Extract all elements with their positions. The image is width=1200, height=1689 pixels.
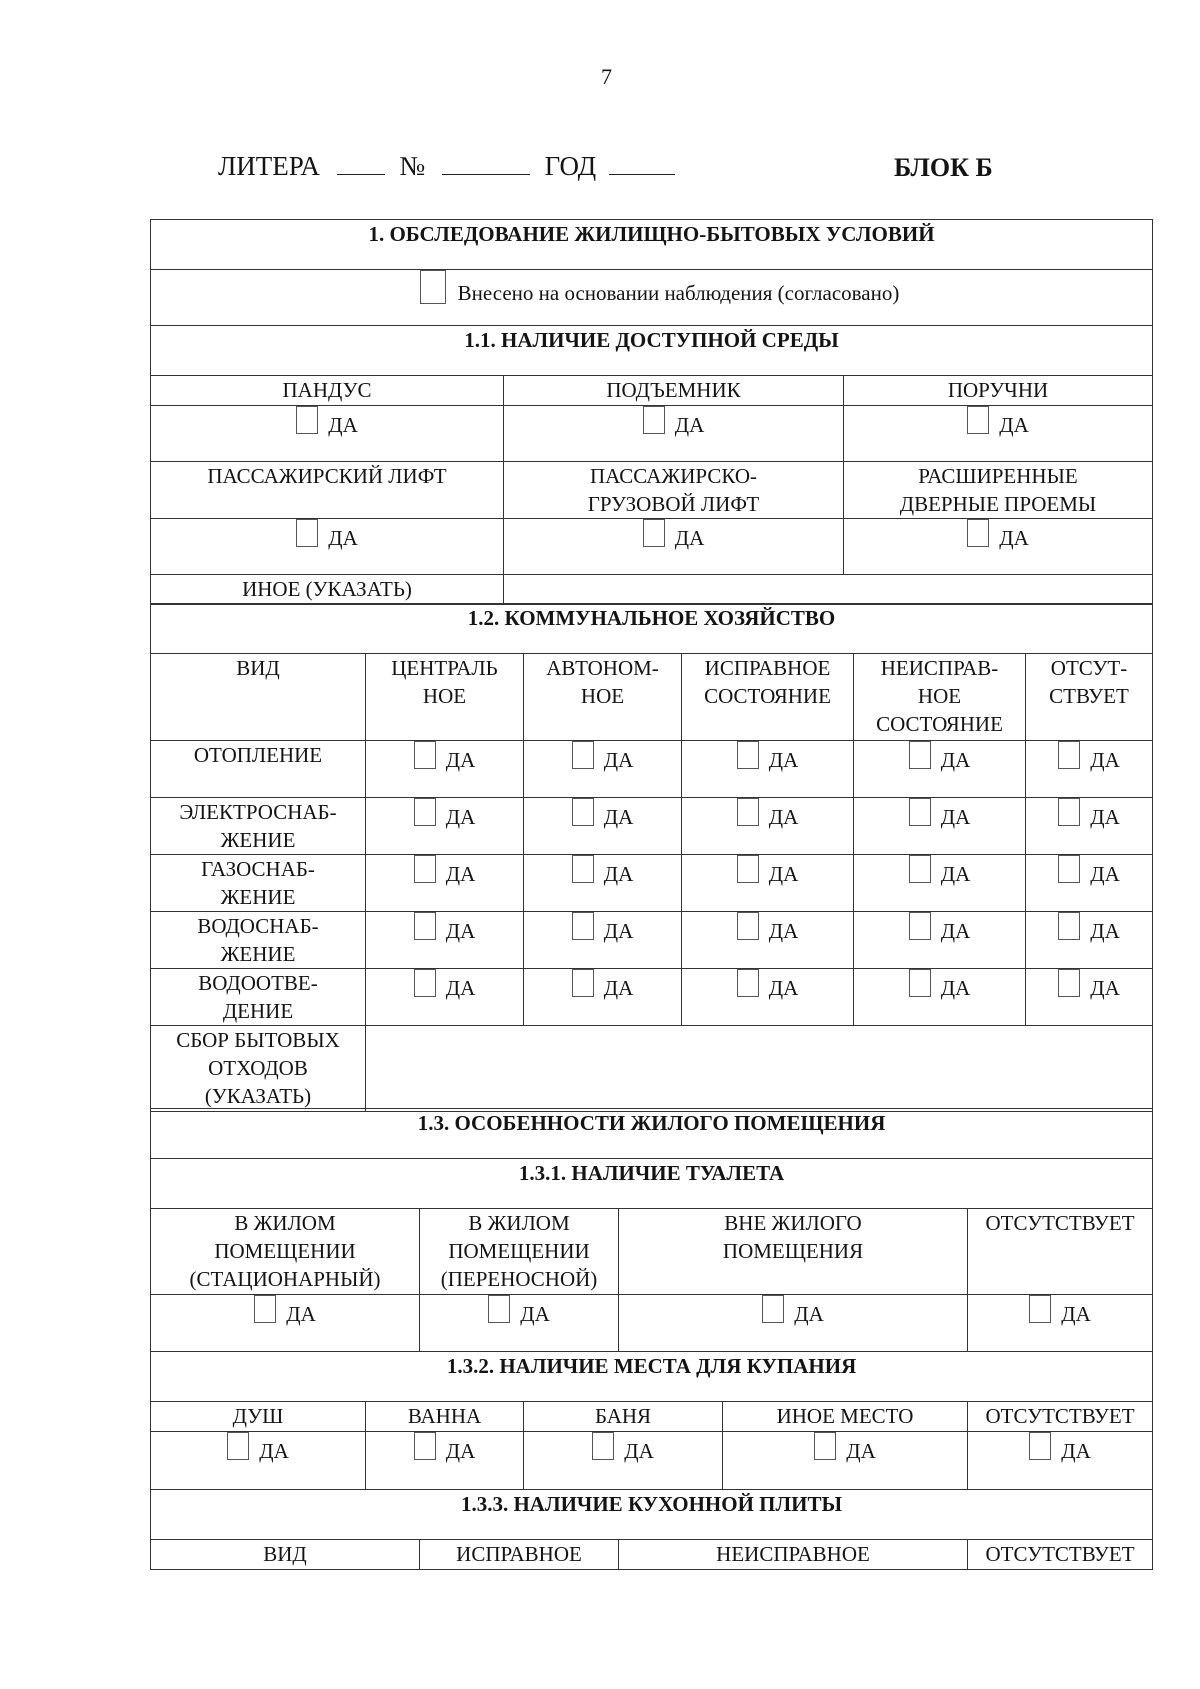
waste-field[interactable] xyxy=(366,1026,1153,1112)
gas-broken-checkbox[interactable] xyxy=(909,855,931,883)
checkbox-cell xyxy=(682,969,854,1026)
stove-type-label: ВИД xyxy=(151,1540,420,1570)
section-1-3-2-title: 1.3.2. НАЛИЧИЕ МЕСТА ДЛЯ КУПАНИЯ xyxy=(151,1352,1153,1402)
bath-label: ВАННА xyxy=(366,1402,524,1432)
stove-broken-label: НЕИСПРАВНОЕ xyxy=(619,1540,968,1570)
checkbox-cell xyxy=(619,1295,968,1352)
cell-text-line: ДВЕРНЫЕ ПРОЕМЫ xyxy=(899,492,1097,516)
cell-text-line: ВОДООТВЕ- xyxy=(198,971,318,995)
section-1-2-title: 1.2. КОММУНАЛЬНОЕ ХОЗЯЙСТВО xyxy=(151,604,1153,654)
gas-central-checkbox[interactable] xyxy=(414,855,436,883)
yes-label: ДА xyxy=(768,919,799,943)
checkbox-cell xyxy=(524,912,682,969)
checkbox-cell xyxy=(151,1295,420,1352)
toilet-absent-checkbox[interactable] xyxy=(1029,1295,1051,1323)
col-autonomous xyxy=(524,654,682,741)
col-broken xyxy=(854,654,1026,741)
cell-text-line: ПОМЕЩЕНИИ xyxy=(214,1239,356,1263)
electricity-central-checkbox[interactable] xyxy=(414,798,436,826)
checkbox-cell xyxy=(1026,855,1153,912)
gas-absent-checkbox[interactable] xyxy=(1058,855,1080,883)
ramp-yes xyxy=(151,406,504,462)
cell-text-line: НЕИСПРАВ- xyxy=(880,656,999,680)
checkbox-cell xyxy=(366,855,524,912)
handrails-yes xyxy=(844,406,1153,462)
yes-label: ДА xyxy=(1090,976,1120,1000)
observation-note: Внесено на основании наблюдения (согласовано) xyxy=(457,281,900,305)
yes-label: ДА xyxy=(445,862,476,886)
cell-text-line: ОТСУТ- xyxy=(1050,656,1128,680)
checkbox-cell xyxy=(968,1432,1153,1490)
freight-lift-label xyxy=(504,462,844,519)
number-label: № xyxy=(399,151,426,181)
observation-checkbox[interactable] xyxy=(420,270,446,304)
toilet-absent-label xyxy=(968,1209,1153,1295)
cell-text-line: ИСПРАВНОЕ xyxy=(704,656,831,680)
checkbox-cell xyxy=(524,969,682,1026)
yes-label: ДА xyxy=(445,919,476,943)
cell-text-line: СБОР БЫТОВЫХ xyxy=(176,1028,340,1052)
lift-checkbox[interactable] xyxy=(643,406,665,434)
cell-text-line: ГРУЗОВОЙ ЛИФТ xyxy=(587,492,760,516)
yes-label: ДА xyxy=(1061,1302,1091,1326)
toilet-outdoor-checkbox[interactable] xyxy=(762,1295,784,1323)
other-place-label: ИНОЕ МЕСТО xyxy=(723,1402,968,1432)
gas-autonomous-checkbox[interactable] xyxy=(572,855,594,883)
cell-text-line: ЦЕНТРАЛЬ xyxy=(391,656,498,680)
yes-label: ДА xyxy=(940,976,971,1000)
block-label: БЛОК Б xyxy=(894,153,993,182)
accessibility-table xyxy=(150,219,1153,605)
bath-checkbox[interactable] xyxy=(414,1432,436,1460)
gas-working-checkbox[interactable] xyxy=(737,855,759,883)
checkbox-cell xyxy=(366,969,524,1026)
sewerage-absent-checkbox[interactable] xyxy=(1058,969,1080,997)
yes-label: ДА xyxy=(259,1439,289,1463)
water-autonomous-checkbox[interactable] xyxy=(572,912,594,940)
checkbox-cell xyxy=(854,855,1026,912)
checkbox-cell xyxy=(682,798,854,855)
section-1-3-title: 1.3. ОСОБЕННОСТИ ЖИЛОГО ПОМЕЩЕНИЯ xyxy=(151,1109,1153,1159)
yes-label: ДА xyxy=(940,862,971,886)
yes-label: ДА xyxy=(603,805,634,829)
checkbox-cell xyxy=(682,741,854,798)
yes-label: ДА xyxy=(940,805,971,829)
cell-text-line: ГАЗОСНАБ- xyxy=(201,857,315,881)
handrails-label: ПОРУЧНИ xyxy=(844,376,1153,406)
heating-absent-checkbox[interactable] xyxy=(1058,741,1080,769)
checkbox-cell xyxy=(524,855,682,912)
toilet-indoor-fixed-checkbox[interactable] xyxy=(254,1295,276,1323)
yes-label: ДА xyxy=(520,1302,550,1326)
checkbox-cell xyxy=(420,1295,619,1352)
yes-label: ДА xyxy=(794,1302,824,1326)
cell-text-line: НОЕ xyxy=(580,684,625,708)
passenger-lift-yes xyxy=(151,519,504,575)
lift-label: ПОДЪЕМНИК xyxy=(504,376,844,406)
freight-lift-yes xyxy=(504,519,844,575)
sewerage-broken-checkbox[interactable] xyxy=(909,969,931,997)
checkbox-cell xyxy=(854,912,1026,969)
yes-label: ДА xyxy=(445,805,476,829)
yes-label: ДА xyxy=(768,805,799,829)
yes-label: ДА xyxy=(445,976,476,1000)
wide-doors-checkbox[interactable] xyxy=(967,519,989,547)
number-field[interactable] xyxy=(442,152,530,175)
cell-text-line: СТВУЕТ xyxy=(1049,684,1129,708)
yes-label: ДА xyxy=(328,526,358,550)
checkbox-cell xyxy=(968,1295,1153,1352)
electricity-autonomous-checkbox[interactable] xyxy=(572,798,594,826)
toilet-indoor-fixed-label xyxy=(151,1209,420,1295)
ramp-checkbox[interactable] xyxy=(296,406,318,434)
cell-text-line: ВОДОСНАБ- xyxy=(197,914,319,938)
toilet-outdoor-label xyxy=(619,1209,968,1295)
other-field[interactable] xyxy=(504,575,1153,605)
cell-text-line: ПОМЕЩЕНИЯ xyxy=(722,1239,864,1263)
row-water-supply xyxy=(151,912,366,969)
cell-text-line: ЭЛЕКТРОСНАБ- xyxy=(179,800,337,824)
col-central xyxy=(366,654,524,741)
yes-label: ДА xyxy=(768,862,799,886)
form-header xyxy=(218,151,675,182)
stove-absent-label: ОТСУТСТВУЕТ xyxy=(968,1540,1153,1570)
yes-label: ДА xyxy=(999,413,1029,437)
cell-text-line: ДЕНИЕ xyxy=(222,999,294,1023)
checkbox-cell xyxy=(524,741,682,798)
cell-text-line: НОЕ xyxy=(917,684,962,708)
housing-features-table xyxy=(150,1108,1153,1570)
bathhouse-checkbox[interactable] xyxy=(592,1432,614,1460)
cell-text-line: ЖЕНИЕ xyxy=(220,942,296,966)
yes-label: ДА xyxy=(1061,1439,1091,1463)
section-1-3-1-title: 1.3.1. НАЛИЧИЕ ТУАЛЕТА xyxy=(151,1159,1153,1209)
cell-text-line: ЖЕНИЕ xyxy=(220,828,296,852)
checkbox-cell xyxy=(366,912,524,969)
heating-broken-checkbox[interactable] xyxy=(909,741,931,769)
cell-text-line: ВНЕ ЖИЛОГО xyxy=(724,1211,862,1235)
yes-label: ДА xyxy=(603,862,634,886)
cell-text-line: СОСТОЯНИЕ xyxy=(876,712,1003,736)
electricity-absent-checkbox[interactable] xyxy=(1058,798,1080,826)
toilet-indoor-portable-checkbox[interactable] xyxy=(488,1295,510,1323)
other-label: ИНОЕ (УКАЗАТЬ) xyxy=(151,575,504,605)
shower-label: ДУШ xyxy=(151,1402,366,1432)
row-heating xyxy=(151,741,366,798)
cell-text-line: НОЕ xyxy=(422,684,467,708)
yes-label: ДА xyxy=(603,748,634,772)
page-number: 7 xyxy=(601,64,612,89)
cell-text-line: АВТОНОМ- xyxy=(546,656,659,680)
ramp-label: ПАНДУС xyxy=(151,376,504,406)
electricity-broken-checkbox[interactable] xyxy=(909,798,931,826)
heating-working-checkbox[interactable] xyxy=(737,741,759,769)
checkbox-cell xyxy=(1026,969,1153,1026)
lift-yes xyxy=(504,406,844,462)
heating-central-checkbox[interactable] xyxy=(414,741,436,769)
yes-label: ДА xyxy=(940,919,971,943)
yes-label: ДА xyxy=(999,526,1029,550)
bathing-absent-checkbox[interactable] xyxy=(1029,1432,1051,1460)
litera-field[interactable] xyxy=(337,152,385,175)
cell-text-line: В ЖИЛОМ xyxy=(234,1211,336,1235)
yes-label: ДА xyxy=(286,1302,316,1326)
bathing-absent-label: ОТСУТСТВУЕТ xyxy=(968,1402,1153,1432)
shower-checkbox[interactable] xyxy=(227,1432,249,1460)
litera-label: ЛИТЕРА xyxy=(218,151,320,181)
checkbox-cell xyxy=(366,741,524,798)
yes-label: ДА xyxy=(1090,919,1120,943)
sewerage-autonomous-checkbox[interactable] xyxy=(572,969,594,997)
cell-text-line: ОТХОДОВ xyxy=(208,1056,308,1080)
checkbox-cell xyxy=(854,969,1026,1026)
row-sewerage xyxy=(151,969,366,1026)
row-electricity xyxy=(151,798,366,855)
other-place-checkbox[interactable] xyxy=(814,1432,836,1460)
electricity-working-checkbox[interactable] xyxy=(737,798,759,826)
yes-label: ДА xyxy=(940,748,971,772)
yes-label: ДА xyxy=(1090,805,1120,829)
section-1-3-3-title: 1.3.3. НАЛИЧИЕ КУХОННОЙ ПЛИТЫ xyxy=(151,1490,1153,1540)
wide-doors-yes xyxy=(844,519,1153,575)
checkbox-cell xyxy=(1026,798,1153,855)
cell-text-line: РАСШИРЕННЫЕ xyxy=(918,464,1078,488)
cell-text-line: ПАССАЖИРСКО- xyxy=(590,464,757,488)
section-1-title: 1. ОБСЛЕДОВАНИЕ ЖИЛИЩНО-БЫТОВЫХ УСЛОВИЙ xyxy=(151,220,1153,270)
checkbox-cell xyxy=(1026,741,1153,798)
checkbox-cell xyxy=(854,741,1026,798)
year-label: ГОД xyxy=(544,151,597,181)
checkbox-cell xyxy=(366,1432,524,1490)
col-working xyxy=(682,654,854,741)
cell-text-line: ОТСУТСТВУЕТ xyxy=(985,1211,1135,1235)
cell-text-line: СОСТОЯНИЕ xyxy=(704,684,831,708)
section-1-1-title: 1.1. НАЛИЧИЕ ДОСТУПНОЙ СРЕДЫ xyxy=(151,326,1153,376)
water-working-checkbox[interactable] xyxy=(737,912,759,940)
toilet-indoor-portable-label xyxy=(420,1209,619,1295)
cell-text-line: ПОМЕЩЕНИИ xyxy=(448,1239,590,1263)
col-type xyxy=(151,654,366,741)
yes-label: ДА xyxy=(624,1439,654,1463)
utilities-table xyxy=(150,603,1153,1112)
cell-text-line: ПАССАЖИРСКИЙ ЛИФТ xyxy=(207,464,447,488)
cell-text-line: (УКАЗАТЬ) xyxy=(204,1084,312,1108)
year-field[interactable] xyxy=(609,152,675,175)
cell-text-line: (ПЕРЕНОСНОЙ) xyxy=(440,1267,598,1291)
checkbox-cell xyxy=(682,855,854,912)
checkbox-cell xyxy=(723,1432,968,1490)
row-gas xyxy=(151,855,366,912)
checkbox-cell xyxy=(524,798,682,855)
yes-label: ДА xyxy=(1090,862,1120,886)
row-waste xyxy=(151,1026,366,1112)
yes-label: ДА xyxy=(445,1439,476,1463)
sewerage-working-checkbox[interactable] xyxy=(737,969,759,997)
water-absent-checkbox[interactable] xyxy=(1058,912,1080,940)
checkbox-cell xyxy=(682,912,854,969)
yes-label: ДА xyxy=(603,919,634,943)
yes-label: ДА xyxy=(328,413,358,437)
observation-row xyxy=(151,270,1153,326)
yes-label: ДА xyxy=(768,748,799,772)
stove-working-label: ИСПРАВНОЕ xyxy=(420,1540,619,1570)
yes-label: ДА xyxy=(445,748,476,772)
yes-label: ДА xyxy=(603,976,634,1000)
water-central-checkbox[interactable] xyxy=(414,912,436,940)
wide-doors-label xyxy=(844,462,1153,519)
yes-label: ДА xyxy=(768,976,799,1000)
checkbox-cell xyxy=(524,1432,723,1490)
heating-autonomous-checkbox[interactable] xyxy=(572,741,594,769)
cell-text-line: (СТАЦИОНАРНЫЙ) xyxy=(189,1267,381,1291)
cell-text-line: ВИД xyxy=(236,656,280,680)
checkbox-cell xyxy=(151,1432,366,1490)
cell-text-line: ЖЕНИЕ xyxy=(220,885,296,909)
sewerage-central-checkbox[interactable] xyxy=(414,969,436,997)
yes-label: ДА xyxy=(1090,748,1120,772)
yes-label: ДА xyxy=(846,1439,876,1463)
yes-label: ДА xyxy=(674,526,705,550)
passenger-lift-label xyxy=(151,462,504,519)
checkbox-cell xyxy=(854,798,1026,855)
checkbox-cell xyxy=(366,798,524,855)
bathhouse-label: БАНЯ xyxy=(524,1402,723,1432)
passenger-lift-checkbox[interactable] xyxy=(296,519,318,547)
handrails-checkbox[interactable] xyxy=(967,406,989,434)
water-broken-checkbox[interactable] xyxy=(909,912,931,940)
yes-label: ДА xyxy=(674,413,705,437)
col-absent xyxy=(1026,654,1153,741)
cell-text-line: ОТОПЛЕНИЕ xyxy=(193,743,323,767)
freight-lift-checkbox[interactable] xyxy=(643,519,665,547)
checkbox-cell xyxy=(1026,912,1153,969)
cell-text-line: В ЖИЛОМ xyxy=(468,1211,570,1235)
